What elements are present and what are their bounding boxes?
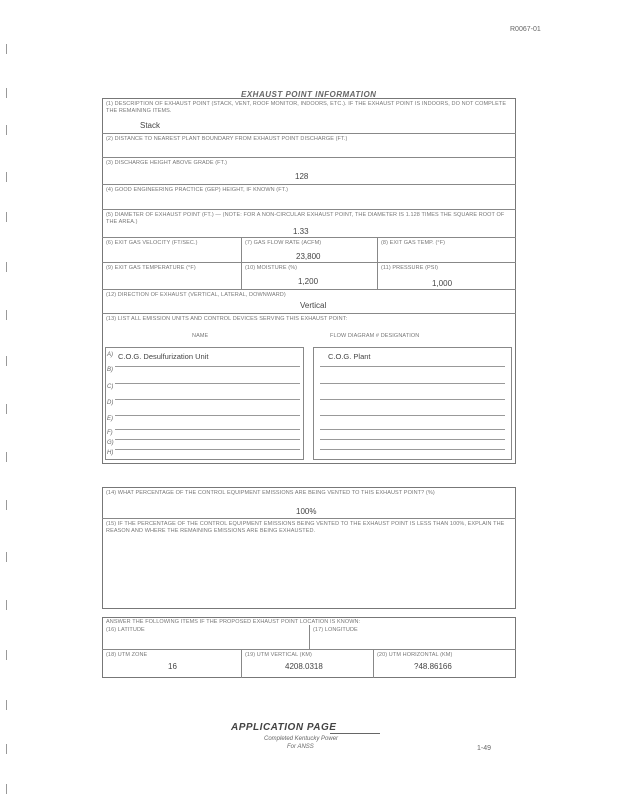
row-marker: G) xyxy=(107,440,114,446)
q4-label: (4) GOOD ENGINEERING PRACTICE (GEP) HEIGHT, IF KNOWN (FT.) xyxy=(106,187,289,193)
q10-label: (10) MOISTURE (%) xyxy=(245,265,298,271)
q14-label: (14) WHAT PERCENTAGE OF THE CONTROL EQUIPMENT EMISSIONS ARE BEING VENTED TO THIS EXHAUST POINT? (%) xyxy=(106,490,435,496)
q12-value[interactable]: Vertical xyxy=(300,301,327,310)
unit-a-name[interactable]: C.O.G. Desulfurization Unit xyxy=(118,352,209,361)
q7-label: (7) GAS FLOW RATE (ACFM) xyxy=(245,240,322,246)
q15-label: (15) IF THE PERCENTAGE OF THE CONTROL EQUIPMENT EMISSIONS BEING VENTED TO THE EXHAUST POINT IS LESS THAN 100%, EXPLAIN THE REASON AND WHERE THE REMAINING EMISSIONS ARE BEING EXHAUSTED. xyxy=(106,521,505,534)
q20-value[interactable]: ?48.86166 xyxy=(414,662,452,671)
q18-label: (18) UTM ZONE xyxy=(106,652,148,658)
row-marker: F) xyxy=(107,430,113,436)
q14-value[interactable]: 100% xyxy=(296,507,317,516)
q12-label: (12) DIRECTION OF EXHAUST (VERTICAL, LATERAL, DOWNWARD) xyxy=(106,292,286,298)
emissions-percentage-section xyxy=(102,487,516,609)
q1-value[interactable]: Stack xyxy=(140,121,161,130)
q19-label: (19) UTM VERTICAL (KM) xyxy=(245,652,312,658)
q10-value[interactable]: 1,200 xyxy=(298,277,319,286)
q8-label: (8) EXIT GAS TEMP. (°F) xyxy=(381,240,446,246)
row-marker: H) xyxy=(107,450,114,456)
footer-subtitle-1: Completed Kentucky Power xyxy=(264,736,339,742)
column-flow-header: FLOW DIAGRAM # DESIGNATION xyxy=(330,333,420,339)
column-name-header: NAME xyxy=(192,333,209,339)
q20-label: (20) UTM HORIZONTAL (KM) xyxy=(377,652,453,658)
q16-label: (16) LATITUDE xyxy=(106,627,145,633)
q6-label: (6) EXIT GAS VELOCITY (FT/SEC.) xyxy=(106,240,198,246)
document-id: R0067-01 xyxy=(510,26,541,33)
q3-label: (3) DISCHARGE HEIGHT ABOVE GRADE (FT.) xyxy=(106,160,228,166)
q13-label: (13) LIST ALL EMISSION UNITS AND CONTROL DEVICES SERVING THIS EXHAUST POINT: xyxy=(106,316,348,322)
emission-unit-flow-box xyxy=(313,347,512,460)
row-marker: E) xyxy=(107,416,113,422)
form-title: EXHAUST POINT INFORMATION xyxy=(241,90,377,99)
q5-value[interactable]: 1.33 xyxy=(293,227,309,236)
footer-subtitle-2: For ANSS xyxy=(287,744,314,750)
q1-label: (1) DESCRIPTION OF EXHAUST POINT (STACK, VENT, ROOF MONITOR, INDOORS, ETC.). IF THE EXHAUST POINT IS INDOORS, DO NOT COMPLETE THE REMAINING ITEMS. xyxy=(106,101,507,114)
geo-label: ANSWER THE FOLLOWING ITEMS IF THE PROPOSED EXHAUST POINT LOCATION IS KNOWN: xyxy=(106,619,361,625)
row-marker: B) xyxy=(107,367,113,373)
q2-label: (2) DISTANCE TO NEAREST PLANT BOUNDARY FROM EXHAUST POINT DISCHARGE (FT.) xyxy=(106,136,348,142)
row-marker: D) xyxy=(107,400,114,406)
row-marker: A) xyxy=(107,352,113,358)
q7-value[interactable]: 23,800 xyxy=(296,252,321,261)
q18-value[interactable]: 16 xyxy=(168,662,177,671)
q11-value[interactable]: 1,000 xyxy=(432,279,453,288)
footer-page-title: APPLICATION PAGE xyxy=(231,722,337,733)
unit-a-flow[interactable]: C.O.G. Plant xyxy=(328,352,371,361)
emission-unit-name-box xyxy=(105,347,304,460)
q5-label: (5) DIAMETER OF EXHAUST POINT (FT.) — (NOTE: FOR A NON-CIRCULAR EXHAUST POINT, THE DIAMETER IS 1.128 TIMES THE SQUARE ROOT OF THE AREA.) xyxy=(106,212,505,225)
q17-label: (17) LONGITUDE xyxy=(313,627,358,633)
page-number: 1-49 xyxy=(477,745,492,752)
q9-label: (9) EXIT GAS TEMPERATURE (°F) xyxy=(106,265,196,271)
row-marker: C) xyxy=(107,384,114,390)
q19-value[interactable]: 4208.0318 xyxy=(285,662,323,671)
q11-label: (11) PRESSURE (PSI) xyxy=(381,265,439,271)
q3-value[interactable]: 128 xyxy=(295,172,309,181)
